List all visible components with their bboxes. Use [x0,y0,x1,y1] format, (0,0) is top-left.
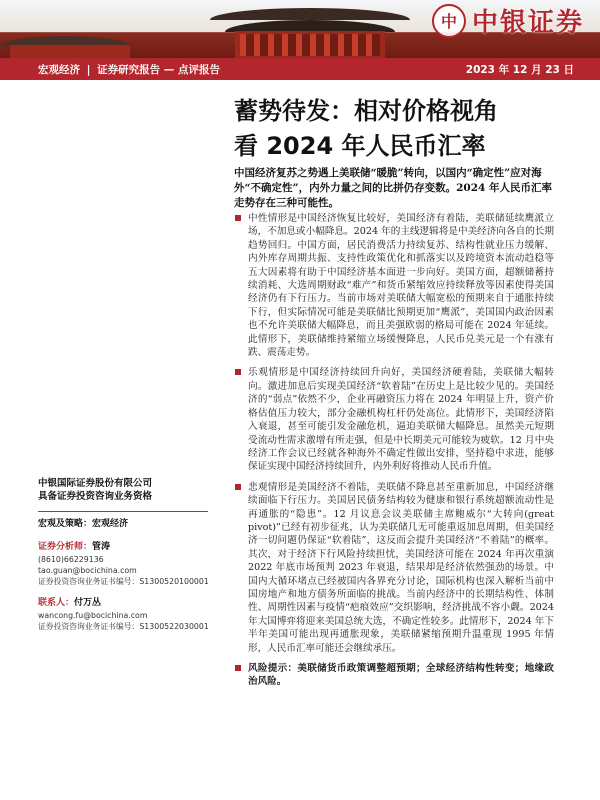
bullet-text: 中性情形是中国经济恢复比较好，美国经济有着陆，美联储延续鹰派立场，不加息或小幅降息。2024 年的主线逻辑将是中美经济向各自的长期趋势回归。中国方面，居民消费活力持续复苏、结构性就业压力缓解、内外库存周期共振、支持性政策优化和抓落实以及跨境资本流动趋稳等五大因素将有助于中国经济基本面进一步向好。美国方面，超额储蓄持续消耗、大选周期财政“难产”和货币紧缩效应持续释放等因素使得美国经济仍有下行压力。当前市场对美联储大幅宽松的预期来自于通胀持续下行，但实际情况可能是美联储比预期更加“鹰派”，美国国内政治因素也不允许美联储大幅降息，而且美强欧弱的格局可能在 2024 年延续。此情形下，美联储维持紧缩立场缓慢降息，人民币兑美元是一个有涨有跌、震荡走势。 [248,213,554,359]
org-qualification: 具备证券投资咨询业务资格 [38,491,153,502]
contact-label: 联系人： [38,598,75,608]
sector-line [38,518,208,531]
header-banner [0,0,600,58]
report-type: 证券研究报告 — 点评报告 [97,64,220,76]
bullet-text: 悲观情形是美国经济不着陆，美联储不降息甚至重新加息，中国经济继续面临下行压力。美国居民债务结构较为健康和银行系统超额流动性是再通胀的“隐患”。12 月议息会议美联储主席鲍威尔“大转向(great pivot)”已经有初步征兆，认为美联储几无可能重返加息周期，但美国经济一切问题仍保证“软着陆”，这反而会提升美国经济“不着陆”的概率。其次，对于经济下行风险持续担忧，美国经济可能在 2024 年再次重演 2022 年底市场预判 2023 年衰退，结果却是经济依然强劲的场景。中国内大循环堵点已经被国内各界充分讨论，国际机构也深入解析当前中国房地产和地方债务所面临的挑战。当前内经济中的长期结构性、体制性、周期性因素与疫情“疤痕效应”交织影响，经济挑战不容小觑。2024 年大国博弈将迎来美国总统大选，不确定性较多。此情形下，2024 年下半年美国可能出现再通胀现象，美联储紧缩预期升温重现 1995 年情形，人民币汇率可能还会继续承压。 [248,481,554,654]
logo-mark-icon: 中 [432,4,466,38]
report-date: 2023 年 12 月 23 日 [465,64,574,76]
report-title [234,94,554,164]
bullet-text: 乐观情形是中国经济持续回升向好，美国经济硬着陆，美联储大幅转向。激进加息后实现美国经济“软着陆”在历史上是比较少见的。美国经济的“弱点”依然不少，企业再融资压力将在 2024 年明显上升，资产价格估值压力较大，部分金融机构杠杆仍处高位。此情形下，美国经济陷入衰退，甚至可能引发金融危机，逼迫美联储大幅降息。虽然美元短期受流动性需求激增有所走强，但是中长期美元可能较为疲软。12 月中央经济工作会议已经就各种海外不确定性做出安排，坚持稳中求进，能够保证实现中国经济持续回升，内外利好将推动人民币升值。 [248,367,554,473]
analyst-line [38,541,208,554]
bullet-text: 风险提示：美联储货币政策调整超预期；全球经济结构性转变；地缘政治风险。 [248,663,554,688]
analyst-phone: (8610)66229136 [38,555,104,564]
bullet-optimistic-scenario [234,366,554,473]
bullet-square-icon [235,215,241,221]
bullet-square-icon [235,665,241,671]
banner-columns [240,34,380,56]
report-summary: 中国经济复苏之势遇上美联储“暖脆”转向，以国内“确定性”应对海外“不确定性”，内外力量之间的比拼仍存变数。2024 年人民币汇率走势存在三种可能性。 [234,167,552,209]
bullet-risk-warning [234,662,554,689]
contact-email[interactable]: wancong.fu@bocichina.com [38,611,148,620]
sector-label: 宏观及策略： [38,519,93,529]
bullet-pessimistic-scenario [234,481,554,655]
analyst-label: 证券分析师： [38,542,93,552]
title-line-2: 看 2024 年人民币汇率 [234,132,486,160]
banner-roof-top [210,8,410,20]
analyst-cert: 证券投资咨询业务证书编号：S1300520100001 [38,577,209,586]
bullet-square-icon [235,484,241,490]
category-separator: | [86,64,91,76]
analyst-name: 管涛 [92,542,111,552]
report-category-line [38,62,223,77]
company-logo [432,2,584,39]
org-name: 中银国际证券股份有限公司 [38,478,153,489]
banner-hall-left [10,45,130,58]
bullet-neutral-scenario [234,212,554,359]
bullet-list [234,212,554,696]
sector-value: 宏观经济 [92,519,129,529]
sidebar-divider [38,511,208,512]
title-line-1: 蓄势待发：相对价格视角 [234,97,498,125]
report-category: 宏观经济 [38,64,80,76]
contact-name: 付万丛 [74,598,102,608]
contact-cert: 证券投资咨询业务证书编号：S1300522030001 [38,622,209,631]
sidebar-info [38,477,208,632]
analyst-email[interactable]: tao.guan@bocichina.com [38,566,137,575]
info-strip [0,58,600,80]
logo-text: 中银证券 [471,8,584,38]
bullet-square-icon [235,369,241,375]
contact-line [38,597,208,610]
